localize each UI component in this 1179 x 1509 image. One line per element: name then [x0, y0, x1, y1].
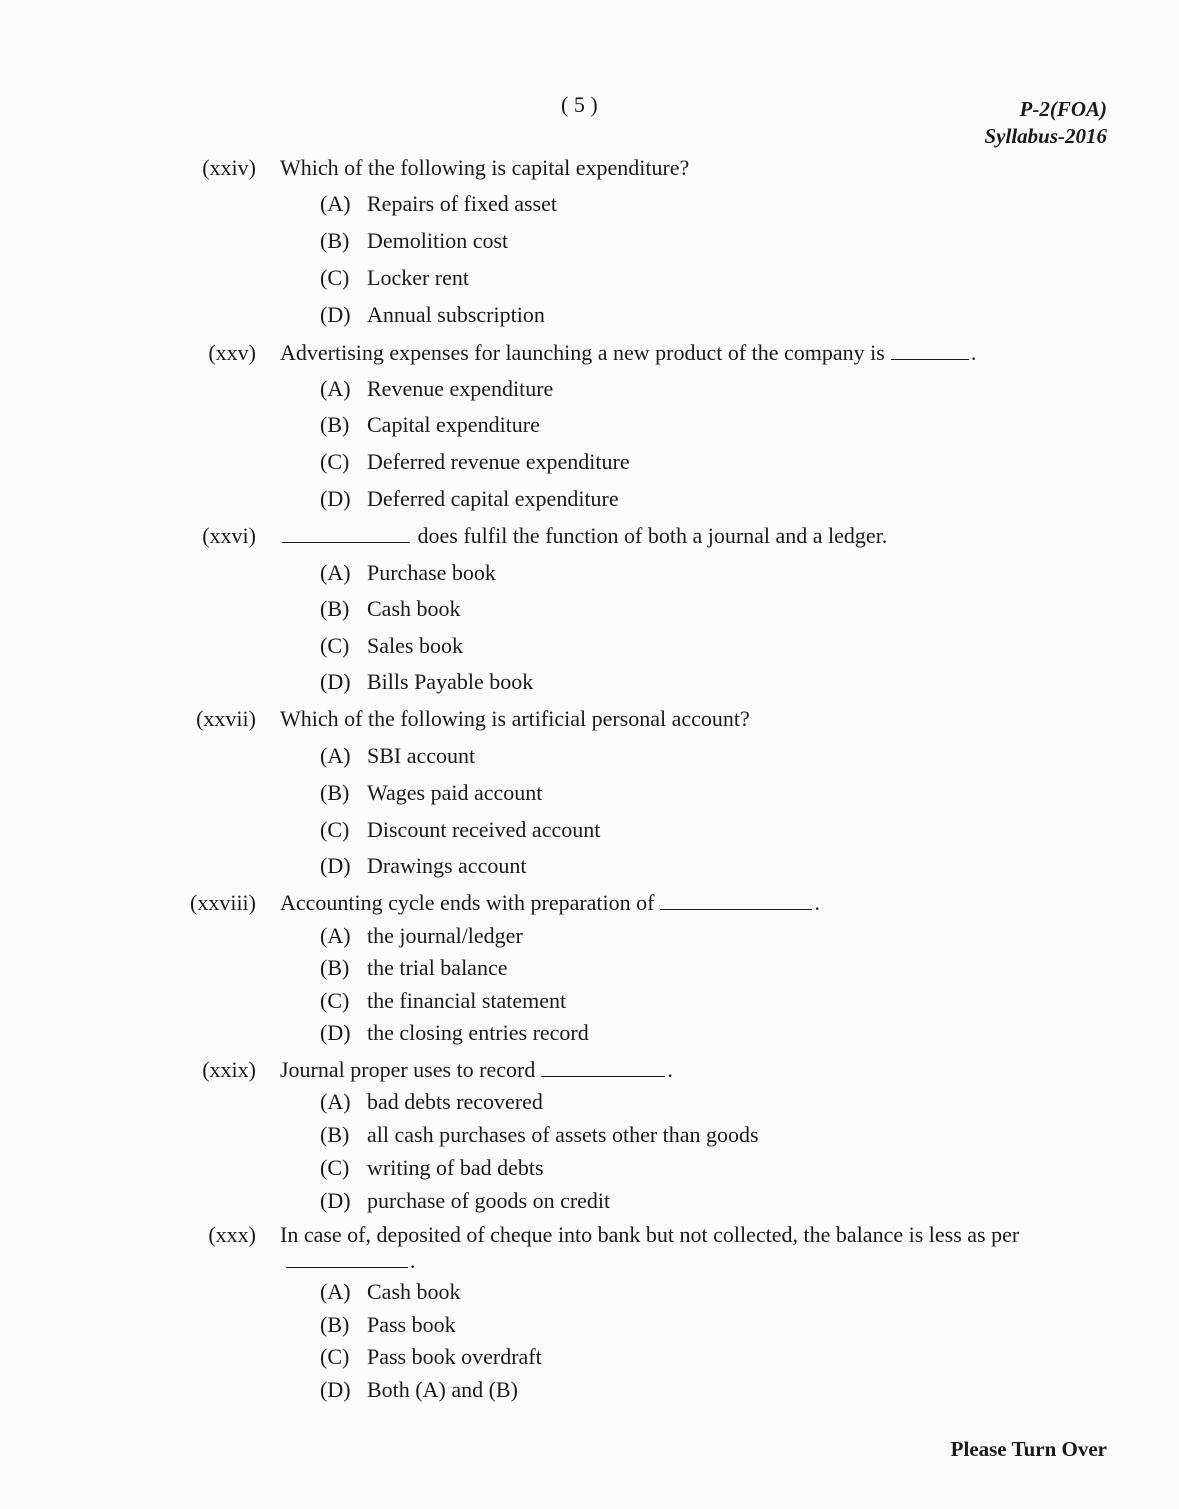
option-text: Both (A) and (B): [367, 1377, 518, 1402]
answer-blank: [282, 524, 410, 543]
question-text: [280, 340, 1100, 366]
option-text: Deferred capital expenditure: [367, 486, 619, 511]
option-label: (D): [320, 853, 351, 878]
question-number: (xxix): [202, 1057, 256, 1082]
option-text: SBI account: [367, 743, 476, 768]
answer-blank: [541, 1058, 665, 1077]
option-label: (B): [320, 780, 350, 805]
option-item: [320, 265, 469, 291]
option-label: (C): [320, 265, 350, 290]
question-number: (xxiv): [202, 155, 256, 180]
option-item: [320, 780, 542, 806]
question-text-before: Advertising expenses for launching a new product of the company is: [280, 340, 885, 365]
question-number: (xxviii): [190, 890, 256, 915]
question-text-before: Which of the following is capital expenditure?: [280, 155, 690, 180]
option-item: [320, 743, 475, 769]
option-item: [320, 1377, 518, 1403]
question-text-after: does fulfil the function of both a journal and a ledger.: [412, 523, 888, 548]
option-label: (C): [320, 449, 350, 474]
option-label: (C): [320, 988, 350, 1013]
option-label: (D): [320, 1020, 351, 1045]
option-text: bad debts recovered: [367, 1089, 543, 1114]
option-item: [320, 1020, 589, 1046]
option-text: Wages paid account: [367, 780, 543, 805]
option-item: [320, 228, 508, 254]
option-text: Sales book: [367, 633, 463, 658]
option-label: (A): [320, 560, 351, 585]
option-text: all cash purchases of assets other than goods: [367, 1122, 759, 1147]
option-item: [320, 923, 523, 949]
option-label: (B): [320, 596, 350, 621]
option-item: [320, 1279, 461, 1305]
answer-blank: [660, 891, 812, 910]
answer-blank: [286, 1249, 408, 1268]
option-item: [320, 1312, 456, 1338]
option-text: Drawings account: [367, 853, 527, 878]
option-item: [320, 191, 557, 217]
option-item: [320, 486, 619, 512]
option-item: [320, 449, 630, 475]
option-item: [320, 1344, 542, 1370]
question-text: [280, 890, 1100, 916]
question-text: [280, 1222, 1100, 1274]
answer-blank: [891, 341, 969, 360]
question-text: [280, 155, 1100, 181]
option-label: (A): [320, 191, 351, 216]
option-text: the closing entries record: [367, 1020, 589, 1045]
option-text: Capital expenditure: [367, 412, 540, 437]
option-text: the trial balance: [367, 955, 508, 980]
option-item: [320, 1122, 759, 1148]
option-item: [320, 633, 463, 659]
question-text-after: .: [410, 1248, 416, 1273]
option-text: Pass book overdraft: [367, 1344, 542, 1369]
question-number: (xxvii): [196, 706, 256, 731]
option-text: Locker rent: [367, 265, 469, 290]
option-label: (C): [320, 633, 350, 658]
question-text-after: .: [667, 1057, 673, 1082]
question-text: [280, 1057, 1100, 1083]
syllabus-year: Syllabus-2016: [984, 124, 1107, 148]
page-number: ( 5 ): [561, 92, 598, 117]
question-text: [280, 706, 1100, 732]
option-label: (B): [320, 1122, 350, 1147]
option-label: (A): [320, 1089, 351, 1114]
question-number: (xxx): [208, 1222, 256, 1247]
option-item: [320, 1188, 610, 1214]
option-item: [320, 596, 461, 622]
option-item: [320, 302, 545, 328]
option-item: [320, 817, 600, 843]
question-text-after: .: [970, 340, 977, 365]
option-label: (C): [320, 1155, 350, 1180]
option-item: [320, 1155, 544, 1181]
option-label: (A): [320, 1279, 351, 1304]
question-number: (xxv): [208, 340, 256, 365]
option-label: (A): [320, 743, 351, 768]
option-text: purchase of goods on credit: [367, 1188, 611, 1213]
option-item: [320, 955, 507, 981]
option-text: Pass book: [367, 1312, 456, 1337]
option-label: (D): [320, 1188, 351, 1213]
option-item: [320, 376, 553, 402]
option-text: Discount received account: [367, 817, 601, 842]
option-item: [320, 853, 526, 879]
option-text: Bills Payable book: [367, 669, 534, 694]
option-label: (D): [320, 302, 351, 327]
option-label: (C): [320, 817, 350, 842]
option-label: (C): [320, 1344, 350, 1369]
question-text-after: .: [814, 890, 820, 915]
question-text: [280, 523, 1100, 549]
option-text: Revenue expenditure: [367, 376, 554, 401]
option-label: (B): [320, 228, 350, 253]
option-label: (D): [320, 669, 351, 694]
option-label: (A): [320, 376, 351, 401]
option-text: Purchase book: [367, 560, 496, 585]
option-item: [320, 1089, 543, 1115]
option-label: (B): [320, 1312, 350, 1337]
option-label: (D): [320, 486, 351, 511]
option-item: [320, 412, 540, 438]
option-text: the financial statement: [367, 988, 567, 1013]
option-label: (A): [320, 923, 351, 948]
question-text-before: Journal proper uses to record: [280, 1057, 536, 1082]
paper-code: P-2(FOA): [1019, 97, 1107, 121]
option-text: Demolition cost: [367, 228, 509, 253]
option-text: Repairs of fixed asset: [367, 191, 557, 216]
option-text: writing of bad debts: [367, 1155, 544, 1180]
option-text: Deferred revenue expenditure: [367, 449, 630, 474]
option-item: [320, 988, 566, 1014]
option-item: [320, 560, 496, 586]
option-text: Cash book: [367, 596, 461, 621]
option-label: (D): [320, 1377, 351, 1402]
option-item: [320, 669, 533, 695]
question-number: (xxvi): [202, 523, 256, 548]
option-text: Annual subscription: [367, 302, 545, 327]
question-text-before: Which of the following is artificial personal account?: [280, 706, 750, 731]
option-text: Cash book: [367, 1279, 461, 1304]
question-text-before: Accounting cycle ends with preparation of: [280, 890, 655, 915]
question-text-before: In case of, deposited of cheque into bank but not collected, the balance is less as per: [280, 1222, 1020, 1247]
option-label: (B): [320, 412, 350, 437]
option-label: (B): [320, 955, 350, 980]
please-turn-over: Please Turn Over: [950, 1437, 1107, 1461]
option-text: the journal/ledger: [367, 923, 523, 948]
